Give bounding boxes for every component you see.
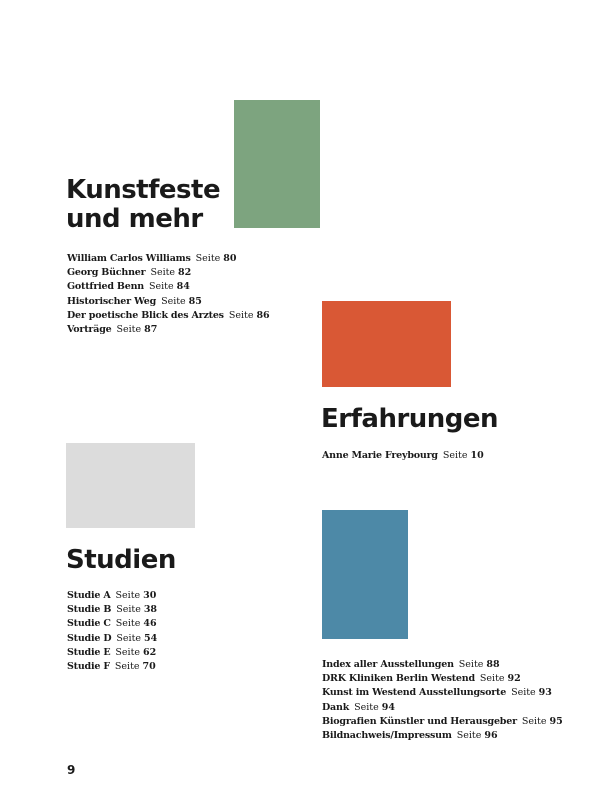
toc-entry-seite-label: Seite	[115, 590, 141, 601]
toc-entry-seite-label: Seite	[116, 604, 141, 616]
heading-line-1: Kunstfeste	[66, 175, 221, 205]
toc-entry-title: Der poetische Blick des Arztes	[67, 309, 224, 321]
toc-entry	[67, 589, 157, 603]
toc-entry	[67, 603, 157, 617]
toc-entry-page-number: 88	[486, 659, 500, 670]
toc-entry-title: Studie F	[67, 661, 110, 673]
toc-entry-title: Historischer Weg	[67, 295, 157, 307]
toc-entry	[322, 701, 563, 715]
toc-entry-title: Kunst im Westend Ausstellungsorte	[322, 687, 507, 699]
toc-entry	[67, 266, 270, 280]
toc-entry	[322, 729, 563, 743]
toc-entry-seite-label: Seite	[479, 673, 505, 685]
green-color-block	[234, 100, 320, 228]
toc-entry-page-number: 94	[381, 701, 395, 713]
toc-entry-page-number: 38	[143, 604, 158, 616]
toc-entry-page-number: 46	[143, 618, 157, 630]
toc-entry-seite-label: Seite	[354, 701, 379, 713]
toc-entry	[67, 309, 270, 323]
toc-entry-seite-label: Seite	[116, 324, 142, 336]
toc-entry-page-number: 30	[143, 590, 157, 601]
toc-entry	[67, 660, 157, 674]
toc-entry-title: Bildnachweis/Impressum	[322, 730, 452, 742]
toc-entry-seite-label: Seite	[521, 715, 547, 727]
toc-entry-page-number: 10	[470, 450, 484, 461]
toc-entry-page-number: 93	[538, 687, 552, 699]
toc-entry-title: Studie E	[67, 646, 111, 658]
toc-entry	[67, 252, 270, 266]
toc-entry-seite-label: Seite	[114, 661, 140, 673]
toc-entry-page-number: 82	[178, 267, 192, 279]
toc-entry-title: Studie D	[67, 632, 112, 644]
section-heading-kunstfeste	[66, 176, 220, 234]
toc-entry-page-number: 80	[223, 253, 237, 264]
heading-line-2: und mehr	[66, 204, 203, 234]
toc-entry-seite-label: Seite	[458, 659, 484, 670]
toc-entry-seite-label: Seite	[115, 646, 141, 658]
toc-entry-page-number: 70	[142, 661, 156, 673]
toc-entry-title: Studie A	[67, 590, 111, 601]
toc-entry-page-number: 86	[256, 309, 270, 321]
toc-entry	[67, 280, 270, 294]
toc-entry-seite-label: Seite	[228, 309, 254, 321]
toc-entry-page-number: 54	[144, 632, 158, 644]
toc-entry	[322, 449, 484, 463]
toc-entry-title: Studie B	[67, 604, 112, 616]
toc-entry-title: Dank	[322, 701, 350, 713]
toc-entry-page-number: 96	[484, 730, 498, 742]
grey-color-block	[66, 443, 195, 528]
toc-entry-title: Gottfried Benn	[67, 281, 145, 293]
toc-entry	[67, 646, 157, 660]
toc-entry-title: DRK Kliniken Berlin Westend	[322, 673, 475, 685]
toc-entry-page-number: 62	[143, 646, 157, 658]
toc-entry-title: Georg Büchner	[67, 267, 146, 279]
section-heading-studien: Studien	[66, 545, 176, 575]
toc-entry-seite-label: Seite	[456, 730, 482, 742]
toc-entry-seite-label: Seite	[115, 618, 141, 630]
toc-entry-page-number: 95	[549, 715, 563, 727]
toc-entry-title: William Carlos Williams	[67, 253, 191, 264]
toc-entry-seite-label: Seite	[511, 687, 536, 699]
toc-entry-seite-label: Seite	[149, 281, 174, 293]
toc-entry-page-number: 87	[144, 324, 158, 336]
toc-entry	[67, 295, 270, 309]
blue-color-block	[322, 510, 408, 639]
toc-entry-seite-label: Seite	[195, 253, 221, 264]
toc-list-kunstfeste	[67, 252, 270, 337]
toc-entry-page-number: 85	[188, 295, 202, 307]
toc-entry-title: Anne Marie Freybourg	[322, 450, 438, 461]
orange-color-block	[322, 301, 451, 387]
toc-entry	[67, 323, 270, 337]
toc-list-anhang	[322, 658, 563, 743]
toc-entry	[322, 658, 563, 672]
page-number: 9	[67, 763, 76, 777]
toc-entry-title: Vorträge	[67, 324, 112, 336]
toc-entry-seite-label: Seite	[442, 450, 468, 461]
toc-entry	[322, 672, 563, 686]
toc-entry-page-number: 92	[507, 673, 521, 685]
toc-list-erfahrungen	[322, 449, 484, 463]
toc-entry	[322, 686, 563, 700]
toc-entry	[67, 632, 157, 646]
toc-entry	[67, 617, 157, 631]
toc-entry-title: Biografien Künstler und Herausgeber	[322, 715, 517, 727]
toc-list-studien	[67, 589, 157, 674]
toc-entry-seite-label: Seite	[161, 295, 186, 307]
toc-entry	[322, 715, 563, 729]
section-heading-erfahrungen: Erfahrungen	[321, 404, 499, 434]
toc-entry-title: Index aller Ausstellungen	[322, 659, 454, 670]
toc-entry-seite-label: Seite	[116, 632, 142, 644]
toc-entry-page-number: 84	[176, 281, 190, 293]
toc-entry-seite-label: Seite	[150, 267, 176, 279]
toc-entry-title: Studie C	[67, 618, 111, 630]
